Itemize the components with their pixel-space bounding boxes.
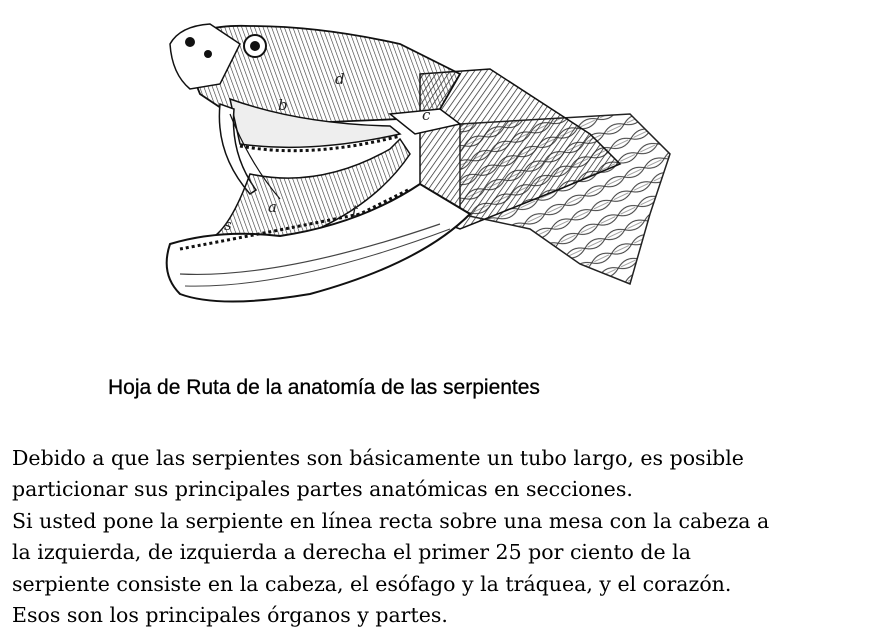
- paragraph-line: Si usted pone la serpiente en línea recta sobre una mesa con la cabeza a: [12, 508, 770, 533]
- svg-text:c: c: [422, 106, 431, 124]
- svg-text:a: a: [268, 198, 277, 216]
- snake-anatomy-illustration: [160, 14, 680, 314]
- svg-text:s: s: [224, 216, 232, 234]
- page-title: Hoja de Ruta de la anatomía de las serpientes: [108, 376, 540, 399]
- paragraph-line: serpiente consiste en la cabeza, el esófago y la tráquea, y el corazón.: [12, 571, 732, 596]
- paragraph-line: particionar sus principales partes anatómicas en secciones.: [12, 477, 633, 502]
- svg-text:d: d: [335, 70, 345, 88]
- snake-head-icon: [160, 14, 680, 314]
- svg-text:b: b: [278, 96, 288, 114]
- body-paragraph: [12, 443, 872, 631]
- paragraph-line: Debido a que las serpientes son básicamente un tubo largo, es posible: [12, 446, 744, 470]
- svg-text:t: t: [352, 202, 359, 220]
- paragraph-line: la izquierda, de izquierda a derecha el primer 25 por ciento de la: [12, 540, 691, 565]
- paragraph-line: Esos son los principales órganos y partes.: [12, 603, 448, 628]
